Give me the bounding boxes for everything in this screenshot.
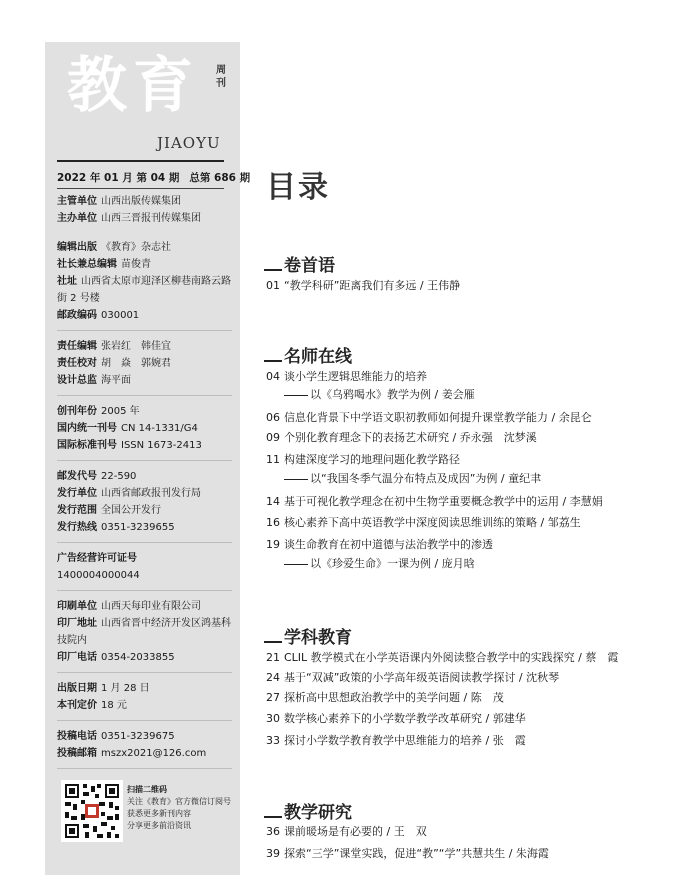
supervisor-row: 主管单位 山西出版传媒集团 — [57, 196, 181, 207]
issue-date: 2022 年 01 月 第 04 期 — [57, 172, 180, 184]
price-row: 本刊定价 18 元 — [57, 700, 127, 711]
toc-entry-subtitle: 以“我国冬季气温分布特点及成因”为例 / 童纪聿 — [284, 471, 541, 487]
staff-designer-row: 设计总监 海平面 — [57, 375, 131, 386]
divider — [57, 330, 232, 331]
divider — [57, 768, 232, 769]
toc-entry[interactable]: 16 核心素养下高中英语教学中深度阅读思维训练的策略 / 邹荔生 — [266, 516, 581, 529]
ad-license-label: 广告经营许可证号 — [57, 553, 137, 564]
distribution-hotline-row: 发行热线 0351-3239655 — [57, 522, 175, 533]
section-heading: 学科教育 — [264, 623, 352, 648]
toc-entry[interactable]: 19 谈生命教育在初中道德与法治教学中的渗透 — [266, 538, 493, 551]
qr-caption: 扫描二维码 关注《教育》官方微信订阅号 获悉更多新刊内容 分享更多前沿资讯 — [127, 785, 231, 830]
toc-entry[interactable]: 06 信息化背景下中学语文职初教师如何提升课堂教学能力 / 余昆仑 — [266, 411, 592, 424]
printer-address-row: 印厂地址 山西省晋中经济开发区鸿基科技院内 — [57, 618, 231, 646]
distribution-range-row: 发行范围 全国公开发行 — [57, 505, 161, 516]
address-row: 社址 山西省太原市迎泽区柳巷南路云路街 2 号楼 — [57, 276, 231, 304]
page-title: 目录 — [266, 170, 330, 205]
founded-row: 创刊年份 2005 年 — [57, 406, 140, 417]
divider — [57, 395, 232, 396]
toc-entry-subtitle: 以《乌鸦喝水》教学为例 / 姜会雁 — [284, 387, 475, 403]
weekly-label: 周刊 — [216, 65, 226, 89]
ad-license-number: 1400004000044 — [57, 570, 140, 581]
post-code-row: 邮发代号 22-590 — [57, 471, 137, 482]
divider — [57, 590, 232, 591]
printer-unit-row: 印刷单位 山西天每印业有限公司 — [57, 601, 201, 612]
toc-entry-subtitle: 以《珍爱生命》一课为例 / 庞月晗 — [284, 556, 475, 572]
staff-editor-row: 责任编辑 张岩红 韩佳宜 — [57, 341, 171, 352]
divider — [57, 672, 232, 673]
toc-entry[interactable]: 36 课前暖场是有必要的 / 王 双 — [266, 825, 427, 838]
logo-pinyin: JIAOYU — [157, 134, 221, 152]
magazine-logo: 教育 — [67, 51, 199, 121]
toc-entry[interactable]: 27 探析高中思想政治教学中的美学问题 / 陈 茂 — [266, 691, 504, 704]
distribution-unit-row: 发行单位 山西省邮政报刊发行局 — [57, 488, 201, 499]
masthead-sidebar — [45, 42, 251, 875]
logo-divider — [57, 160, 224, 162]
qr-code-icon — [63, 782, 121, 840]
toc-entry[interactable]: 14 基于可视化教学理念在初中生物学重要概念教学中的运用 / 李慧娟 — [266, 495, 603, 508]
submission-email-row: 投稿邮箱 mszx2021@126.com — [57, 748, 207, 759]
divider — [57, 542, 232, 543]
issn-row: 国际标准刊号 ISSN 1673-2413 — [57, 440, 202, 451]
cn-row: 国内统一刊号 CN 14-1331/G4 — [57, 423, 198, 434]
total-issue: 总第 686 期 — [189, 172, 251, 184]
section-heading: 教学研究 — [264, 798, 352, 823]
toc-entry[interactable]: 11 构建深度学习的地理问题化教学路径 — [266, 453, 460, 466]
issue-divider — [57, 188, 224, 189]
printer-phone-row: 印厂电话 0354-2033855 — [57, 652, 175, 663]
toc-entry[interactable]: 39 探索“三学”课堂实践，促进“教”“学”共慧共生 / 朱海霞 — [266, 847, 549, 860]
issue-line — [57, 170, 250, 185]
toc-entry[interactable]: 21 CLIL 教学模式在小学英语课内外阅读整合教学中的实践探究 / 蔡 霞 — [266, 651, 619, 664]
toc-entry[interactable]: 09 个别化教育理念下的表扬艺术研究 / 乔永强 沈梦溪 — [266, 431, 537, 444]
sponsor-row: 主办单位 山西三晋报刊传媒集团 — [57, 213, 201, 224]
submission-phone-row: 投稿电话 0351-3239675 — [57, 731, 175, 742]
release-date-row: 出版日期 1 月 28 日 — [57, 683, 150, 694]
toc-entry[interactable]: 33 探讨小学数学教育教学中思维能力的培养 / 张 霞 — [266, 734, 526, 747]
staff-proof-row: 责任校对 胡 焱 郭婉君 — [57, 358, 171, 369]
toc-entry[interactable]: 24 基于“双减”政策的小学高年级英语阅读教学探讨 / 沈秋琴 — [266, 671, 560, 684]
toc-entry[interactable]: 04 谈小学生逻辑思维能力的培养 — [266, 370, 427, 383]
postcode-row: 邮政编码 030001 — [57, 310, 140, 321]
toc-entry[interactable]: 30 数学核心素养下的小学数学教学改革研究 / 郭建华 — [266, 712, 526, 725]
section-heading: 卷首语 — [264, 251, 335, 276]
divider — [57, 720, 232, 721]
toc-entry[interactable]: 01 “教学科研”距离我们有多远 / 王伟静 — [266, 279, 461, 292]
qr-code[interactable] — [61, 780, 123, 842]
divider — [57, 460, 232, 461]
section-heading: 名师在线 — [264, 342, 352, 367]
chief-row: 社长兼总编辑 苗俊青 — [57, 259, 151, 270]
editor-row: 编辑出版 《教育》杂志社 — [57, 242, 171, 253]
